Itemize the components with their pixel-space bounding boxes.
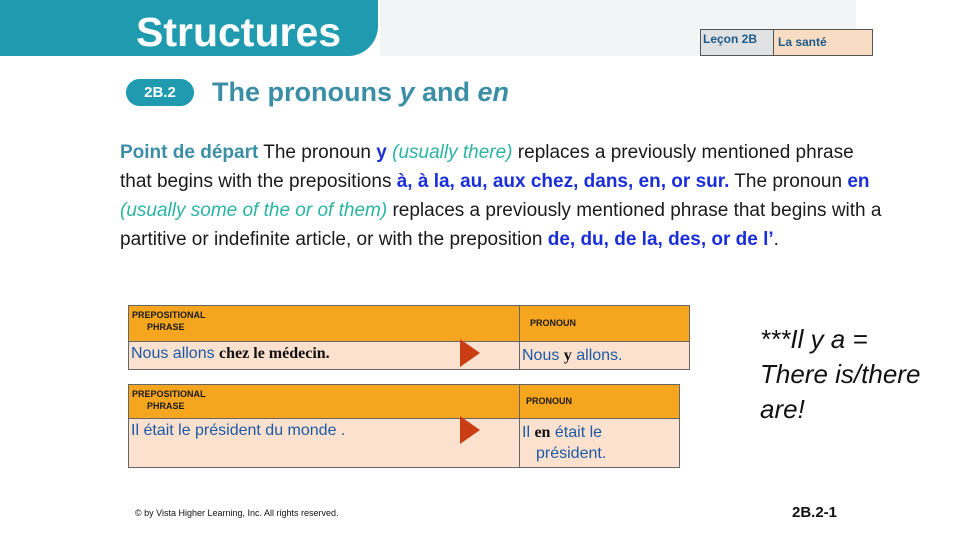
pronoun-example — [520, 342, 689, 370]
right-arrow-icon — [460, 339, 480, 367]
example-left-text: Nous allons — [131, 345, 220, 362]
header-left-line1: PREPOSITIONAL — [132, 389, 206, 399]
section-title-en: en — [477, 77, 510, 107]
section-title-y: y — [399, 77, 415, 107]
table-row — [129, 342, 689, 370]
example-right-pronoun: en — [534, 424, 551, 441]
lesson-code: Leçon 2B — [701, 30, 774, 55]
intro-text-5: . — [773, 229, 779, 250]
example-table-y — [128, 305, 690, 370]
table-header — [129, 385, 679, 419]
right-arrow-icon — [460, 416, 480, 444]
banner-title: Structures — [136, 9, 342, 55]
section-title — [212, 74, 509, 110]
intro-text-2: replaces a previously mentioned phrase that begins with the prepositions — [120, 142, 854, 192]
section-badge: 2B.2 — [126, 79, 194, 106]
lesson-name: La santé — [774, 30, 872, 55]
example-right-text: Nous — [522, 347, 564, 364]
prepositional-phrase-example: Il était le président du monde . — [129, 419, 520, 468]
en-prepositions: de, du, de la, des, or de l’ — [547, 229, 774, 250]
point-de-depart-label: Point de départ — [120, 142, 259, 163]
header-left-line2: PHRASE — [147, 401, 185, 411]
intro-text-4: replaces a previously mentioned phrase that begins with a partitive or indefinite article, or with the preposition — [120, 200, 882, 250]
example-table-en — [128, 384, 680, 468]
header-left-line1: PREPOSITIONAL — [132, 310, 206, 320]
il-y-a-note: ***Il y a = There is/there are! — [760, 324, 921, 424]
y-prepositions: à, à la, au, aux chez, dans, en, or sur. — [396, 171, 730, 192]
table-row — [129, 419, 679, 468]
example-right-text: Il — [522, 424, 535, 441]
y-meaning: (usually there) — [386, 142, 513, 163]
section-title-part1: The pronouns — [212, 77, 400, 107]
header-pronoun: PRONOUN — [526, 396, 573, 406]
pronoun-example — [520, 419, 679, 468]
example-left-phrase: chez le médecin — [219, 345, 326, 362]
en-meaning: (usually some of the or of them) — [120, 200, 388, 221]
example-left-period: . — [325, 345, 330, 362]
copyright: © by Vista Higher Learning, Inc. All rights reserved. — [135, 508, 339, 518]
section-title-and: and — [414, 77, 478, 107]
header-left-line2: PHRASE — [147, 322, 185, 332]
header-prepositional-phrase — [129, 306, 520, 341]
intro-text-3: The pronoun — [729, 171, 848, 192]
slide-number: 2B.2-1 — [792, 504, 838, 521]
lesson-box — [700, 29, 873, 56]
header-pronoun: PRONOUN — [530, 318, 577, 328]
pronoun-en: en — [847, 171, 870, 192]
header-banner — [0, 0, 378, 56]
pronoun-y: y — [376, 142, 387, 163]
intro-paragraph — [120, 138, 890, 254]
example-right-pronoun: y — [563, 347, 572, 364]
example-right-text-end: président. — [536, 445, 607, 462]
header-prepositional-phrase — [129, 385, 520, 418]
table-header — [129, 306, 689, 342]
example-right-text-end: allons. — [571, 347, 623, 364]
example-right-text-mid: était le — [550, 424, 603, 441]
intro-text-1: The pronoun — [258, 142, 377, 163]
